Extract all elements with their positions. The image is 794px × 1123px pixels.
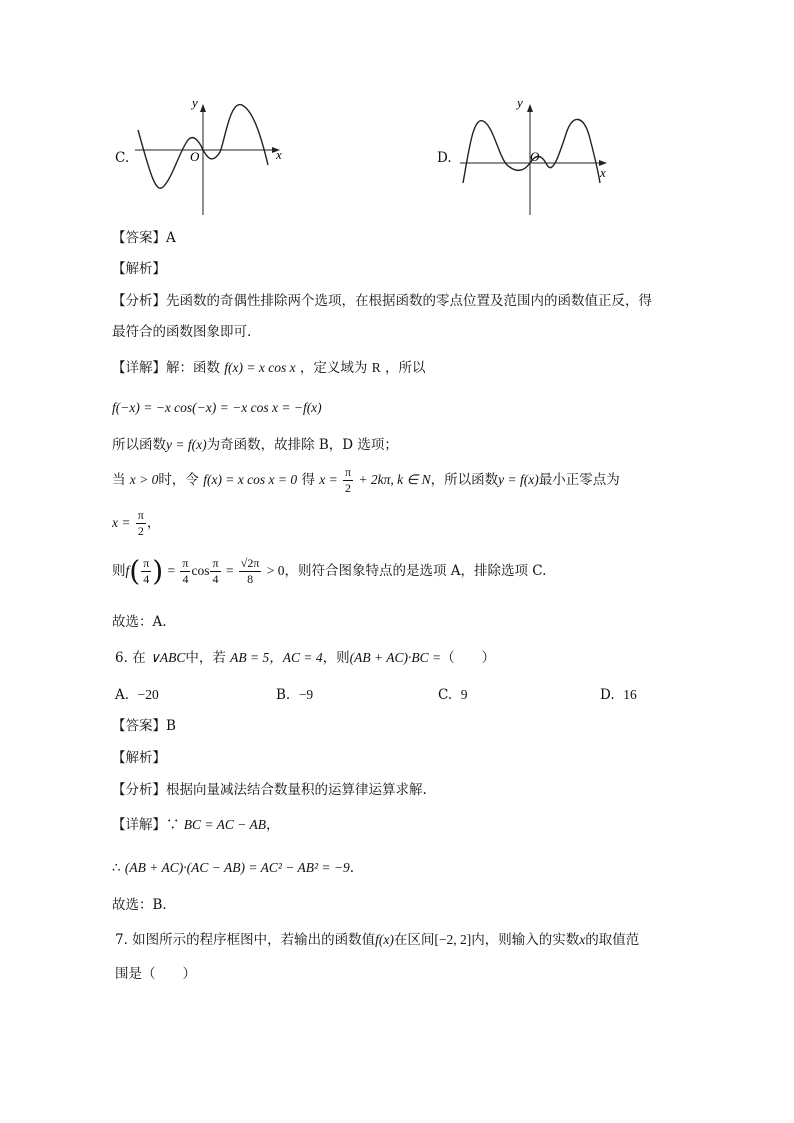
option-c-label: C.	[115, 150, 130, 166]
d-y-label: y	[517, 95, 523, 110]
q7-line1-d: 的取值范	[585, 932, 640, 948]
d-origin-label: O	[530, 149, 540, 164]
q6-option-b: B. −9	[276, 687, 314, 703]
q5-zero-cond: x > 0	[129, 472, 159, 487]
q5-then-line: 则f( $\frac{\pi}{4}$ ) = $\frac{\pi}{4}$ cos $\frac{\pi}{4}$ = $\frac{√2\pi}{8}$ > 0，则符合图象特点的是选项 A，排除选项 C.	[112, 554, 547, 588]
q7-line1-b: 在区间	[393, 932, 435, 948]
q6-therefore: ∴	[112, 860, 121, 876]
q6-stem-b: 中，若	[185, 650, 226, 666]
q6-stem-a: 在	[132, 650, 146, 666]
q6-option-d: D. 16	[600, 687, 637, 703]
q5-answer: 【答案】A	[112, 230, 176, 246]
q5-zero-a: 当	[112, 472, 126, 488]
q7-line1-a: 7. 如图所示的程序框图中，若输出的函数值	[115, 932, 376, 948]
q5-then-f: f	[125, 563, 130, 578]
q5-odd-conclusion	[112, 435, 398, 455]
q7-line1-x: x	[579, 932, 586, 947]
q5-zero-func: y = f(x)	[498, 472, 539, 487]
q6-fenxi: 【分析】根据向量减法结合数量积的运算律运算求解.	[112, 782, 427, 798]
c-y-arrow	[200, 104, 206, 112]
q5-zero-d: ，所以函数	[430, 472, 499, 488]
q7-line1-c: 内，则输入的实数	[471, 932, 580, 948]
q5-detail-end: ，所以	[385, 360, 426, 376]
option-d-graph	[455, 95, 615, 220]
q5-odd-func: y = f(x)	[166, 437, 207, 452]
q5-odd-b: 为奇函数，故排除 B，D 选项；	[206, 437, 398, 453]
q5-analysis-heading: 【解析】	[112, 261, 166, 277]
d-x-label: x	[600, 165, 606, 180]
q7-line1-f: f(x)	[375, 932, 394, 947]
q5-zero-x: x =	[319, 472, 338, 487]
q6-therefore-line	[112, 858, 354, 878]
q7-line1	[115, 930, 639, 950]
q6-blank: （ ）	[441, 650, 496, 666]
q6-option-c: C. 9	[438, 687, 468, 703]
q5-then-frac4: $\frac{√2\pi}{8}$	[240, 556, 260, 586]
c-x-label: x	[276, 147, 282, 162]
q5-xeq: x =	[112, 515, 131, 530]
q5-detail-func: f(x) = x cos x	[224, 360, 296, 375]
q6-therefore-eq: (AB + AC)·(AC − AB) = AC² − AB² = −9	[124, 860, 350, 875]
q5-detail-mid: ，定义域为	[299, 360, 368, 376]
q5-then-eq1: =	[167, 563, 176, 578]
q5-xeq-comma: ，	[146, 515, 161, 531]
q5-fenxi-line2: 最符合的函数图象即可.	[112, 324, 252, 340]
q6-cond: AB = 5，AC = 4	[230, 650, 323, 665]
q6-option-a: A. −20	[115, 687, 159, 703]
q5-fenxi-line1: 【分析】先函数的奇偶性排除两个选项，在根据函数的零点位置及范围内的函数值正反，得	[112, 293, 652, 309]
q7-line2: 围是（ ）	[115, 966, 196, 982]
q6-analysis-heading: 【解析】	[112, 750, 166, 766]
q6-expr: (AB + AC)·BC =	[349, 650, 442, 665]
q6-number: 6.	[115, 650, 128, 666]
option-d-label: D.	[437, 150, 452, 166]
q5-zero-b: 时，令	[158, 472, 199, 488]
q5-then-eq2: =	[225, 563, 234, 578]
q7-line1-interval: [−2, 2]	[434, 932, 472, 947]
option-c-graph	[130, 95, 290, 220]
q6-stem	[115, 648, 495, 668]
c-origin-label: O	[190, 149, 200, 164]
q5-zero-c: 得	[301, 472, 315, 488]
q5-zero-line	[112, 465, 620, 496]
q5-then-frac2: $\frac{\pi}{4}$	[182, 556, 189, 586]
q5-detail-prefix: 【详解】解：函数	[112, 360, 220, 376]
q5-zero-fraction: $\frac{\pi}{2}$	[345, 465, 352, 495]
q6-detail-line	[112, 815, 280, 835]
q5-zero-k: + 2kπ, k ∈ N	[358, 472, 431, 487]
q6-triangle: ∨ABC	[149, 650, 186, 665]
q6-detail-eq: BC = AC − AB	[183, 817, 267, 832]
q5-odd-a: 所以函数	[112, 437, 166, 453]
q6-answer: 【答案】B	[112, 718, 176, 734]
q5-xeq-fraction: $\frac{\pi}{2}$	[137, 508, 144, 538]
q5-detail-R: R	[371, 360, 381, 375]
q5-then-b: ，则符合图象特点的是选项 A，排除选项 C.	[284, 563, 547, 579]
q5-zero-eq: f(x) = x cos x = 0	[203, 472, 298, 487]
q6-detail-comma: ，	[266, 817, 280, 833]
q5-then-frac1: $\frac{\pi}{4}$	[143, 556, 150, 586]
q5-choose: 故选：A.	[112, 614, 167, 630]
q6-detail-prefix: 【详解】∵	[112, 817, 180, 833]
q5-then-frac3: $\frac{\pi}{4}$	[212, 556, 219, 586]
q6-period: .	[349, 860, 355, 876]
q6-stem-c: ，则	[322, 650, 350, 666]
q5-then-a: 则	[112, 563, 126, 579]
q5-then-cos: cos	[191, 563, 210, 578]
q6-choose: 故选：B.	[112, 897, 167, 913]
q5-xeq-line	[112, 508, 160, 539]
q5-then-gt: > 0	[266, 563, 285, 578]
d-y-arrow	[527, 104, 533, 112]
q5-detail-line	[112, 358, 426, 378]
q5-odd-equation: f(−x) = −x cos(−x) = −x cos x = −f(x)	[112, 400, 322, 415]
q5-zero-e: 最小正零点为	[538, 472, 620, 488]
c-y-label: y	[192, 95, 198, 110]
